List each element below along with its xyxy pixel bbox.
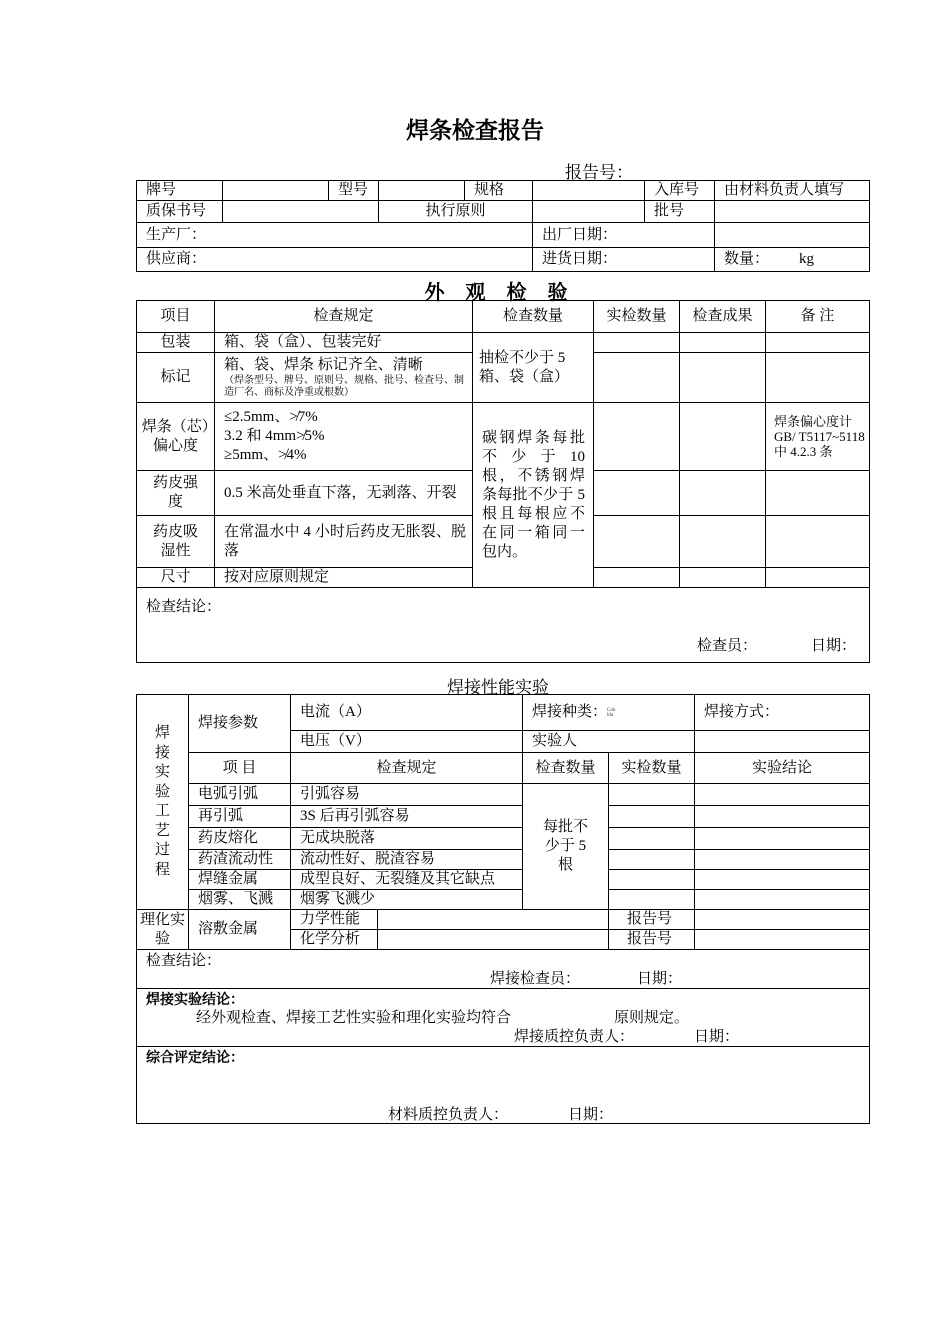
packing-result[interactable] <box>680 333 766 353</box>
weld-type-cell[interactable] <box>523 695 695 731</box>
spec-label: 规格 <box>465 181 533 201</box>
supplier-field[interactable]: 供应商： <box>137 248 533 272</box>
packing-actual[interactable] <box>594 333 680 353</box>
model-value[interactable] <box>379 181 465 201</box>
process-label: 焊接实验工艺过程 <box>154 725 170 878</box>
moisture-item: 药皮吸湿性 <box>137 516 215 568</box>
deposit-label: 溶敷金属 <box>189 910 291 950</box>
brand-label: 牌号 <box>137 181 223 201</box>
eccentricity-rule-3: ≥5mm、≯4% <box>224 447 307 463</box>
marking-actual[interactable] <box>594 353 680 403</box>
weld-row-conclusion[interactable] <box>695 850 870 870</box>
weld-row-conclusion[interactable] <box>695 870 870 890</box>
coating-strength-item: 药皮强度 <box>137 471 215 516</box>
coating-strength-remark[interactable] <box>766 471 870 516</box>
weld-inspector-label: 焊接检查员： <box>490 971 581 987</box>
weld-row-actual[interactable] <box>609 890 695 910</box>
chemical-report-label: 报告号 <box>609 930 695 950</box>
moisture-result[interactable] <box>680 516 766 568</box>
weld-conclusion-label: 检查结论： <box>146 953 222 969</box>
moisture-rule: 在常温水中 4 小时后药皮无胀裂、脱落 <box>215 516 473 568</box>
marking-rule: 箱、袋、焊条 标记齐全、清晰 <box>224 357 423 373</box>
eccentricity-remark: 焊条偏心度计 GB/ T5117~5118 中 4.2.3 条 <box>766 403 870 471</box>
qty-rule-2: 碳钢焊条每批 不 少 于 10 根，不锈钢焊条每批不少于 5 根且每根应不在同一箱同一包内。 <box>473 403 594 588</box>
storage-no-label: 入库号 <box>645 181 715 201</box>
overall-conclusion-cell[interactable] <box>137 1047 870 1124</box>
principle-label: 执行原则 <box>379 201 533 223</box>
mechanical-report-value[interactable] <box>695 910 870 930</box>
current-label: 电流（A） <box>291 695 523 731</box>
eccentricity-result[interactable] <box>680 403 766 471</box>
weld-type-label: 焊接种类： <box>532 704 608 720</box>
marking-result[interactable] <box>680 353 766 403</box>
weld-qty-rule: 每批不少于 5 根 <box>523 784 609 910</box>
packing-rule: 箱、袋（盒）、包装完好 <box>215 333 473 353</box>
welding-table <box>136 694 870 1124</box>
process-label-cell <box>137 695 189 910</box>
weld-row-conclusion[interactable] <box>695 890 870 910</box>
tester-label: 实验人 <box>523 731 695 753</box>
weld-row-actual[interactable] <box>609 850 695 870</box>
col-qty: 检查数量 <box>473 301 594 333</box>
material-qc-responsible-label: 材料质控负责人： <box>388 1107 509 1123</box>
size-rule: 按对应原则规定 <box>215 568 473 588</box>
weld-test-conclusion-text-1: 经外观检查、焊接工艺性实验和理化实验均符合 <box>196 1010 512 1026</box>
cert-no-label: 质保书号 <box>137 201 223 223</box>
weld-row-item: 烟雾、飞溅 <box>189 890 291 910</box>
size-result[interactable] <box>680 568 766 588</box>
weld-row-item: 药渣流动性 <box>189 850 291 870</box>
weld-col-qty: 检查数量 <box>523 753 609 784</box>
material-qc-date-label: 日期： <box>568 1107 614 1123</box>
col-remark: 备 注 <box>766 301 870 333</box>
weld-row-rule: 3S 后再引弧容易 <box>291 806 523 828</box>
weld-test-conclusion-text-2: 原则规定。 <box>614 1010 690 1026</box>
marking-rule-cell <box>215 353 473 403</box>
appearance-conclusion-label: 检查结论： <box>146 599 222 615</box>
weld-row-item: 再引弧 <box>189 806 291 828</box>
weld-conclusion-cell[interactable] <box>137 950 870 989</box>
weld-row-item: 电弧引弧 <box>189 784 291 806</box>
weld-type-tiny-text: Cob bla <box>607 707 616 718</box>
welding-section-title: 焊接性能实验 <box>447 678 549 697</box>
eccentricity-rule-cell <box>215 403 473 471</box>
col-actual-qty: 实检数量 <box>594 301 680 333</box>
weld-row-item: 药皮熔化 <box>189 828 291 850</box>
weld-row-rule: 流动性好、脱渣容易 <box>291 850 523 870</box>
size-item: 尺寸 <box>137 568 215 588</box>
cert-no-value[interactable] <box>223 201 379 223</box>
factory-date-value[interactable] <box>715 223 870 248</box>
weld-test-conclusion-cell[interactable] <box>137 989 870 1047</box>
weld-row-actual[interactable] <box>609 828 695 850</box>
physchem-label: 理化实验 <box>137 910 189 950</box>
report-number-label: 报告号： <box>565 163 633 182</box>
chemical-report-value[interactable] <box>695 930 870 950</box>
quantity-label: 数量： <box>724 251 770 267</box>
moisture-remark[interactable] <box>766 516 870 568</box>
appearance-conclusion-cell[interactable] <box>137 588 870 663</box>
batch-no-value[interactable] <box>715 201 870 223</box>
coating-strength-actual[interactable] <box>594 471 680 516</box>
weld-row-item: 焊缝金属 <box>189 870 291 890</box>
mechanical-report-label: 报告号 <box>609 910 695 930</box>
header-table <box>136 180 870 272</box>
quantity-field[interactable] <box>715 248 870 272</box>
col-rule: 检查规定 <box>215 301 473 333</box>
coating-strength-rule: 0.5 米高处垂直下落，无剥落、开裂 <box>215 471 473 516</box>
marking-note: （焊条型号、牌号、原则号、规格、批号、检查号、制造厂名、商标及净重或根数） <box>224 375 464 398</box>
spec-value[interactable] <box>533 181 645 201</box>
coating-strength-result[interactable] <box>680 471 766 516</box>
chemical-value[interactable] <box>378 930 609 950</box>
weld-qc-date-label: 日期： <box>694 1029 740 1045</box>
moisture-actual[interactable] <box>594 516 680 568</box>
weld-qc-responsible-label: 焊接质控负责人： <box>514 1029 635 1045</box>
marking-item: 标记 <box>137 353 215 403</box>
eccentricity-rule-1: ≤2.5mm、≯7% <box>224 409 318 425</box>
appearance-date-label: 日期： <box>811 638 857 654</box>
weld-col-actual-qty: 实检数量 <box>609 753 695 784</box>
factory-date-field[interactable]: 出厂日期： <box>533 223 715 248</box>
mechanical-value[interactable] <box>378 910 609 930</box>
weld-row-actual[interactable] <box>609 806 695 828</box>
appearance-section-title: 外 观 检 验 <box>424 282 576 304</box>
appearance-table <box>136 300 870 663</box>
weld-method-label[interactable]: 焊接方式： <box>695 695 870 731</box>
qty-rule-1: 抽检不少于 5 箱、袋（盒） <box>473 333 594 403</box>
brand-value[interactable] <box>223 181 329 201</box>
weld-row-conclusion[interactable] <box>695 784 870 806</box>
principle-value[interactable] <box>533 201 645 223</box>
eccentricity-actual[interactable] <box>594 403 680 471</box>
chemical-label: 化学分析 <box>291 930 378 950</box>
weld-row-conclusion[interactable] <box>695 828 870 850</box>
storage-fill-note: 由材料负责人填写 <box>715 181 870 201</box>
voltage-label: 电压（V） <box>291 731 523 753</box>
weld-col-item: 项 目 <box>189 753 291 784</box>
weld-row-actual[interactable] <box>609 784 695 806</box>
eccentricity-item: 焊条（芯）偏心度 <box>137 403 215 471</box>
col-item: 项目 <box>137 301 215 333</box>
weld-row-rule: 烟雾飞溅少 <box>291 890 523 910</box>
batch-no-label: 批号 <box>645 201 715 223</box>
weld-col-rule: 检查规定 <box>291 753 523 784</box>
eccentricity-rule-2: 3.2 和 4mm≯5% <box>224 428 325 444</box>
packing-remark[interactable] <box>766 333 870 353</box>
weld-date-label: 日期： <box>637 971 683 987</box>
weld-row-actual[interactable] <box>609 870 695 890</box>
marking-remark[interactable] <box>766 353 870 403</box>
weld-row-rule: 成型良好、无裂缝及其它缺点 <box>291 870 523 890</box>
weld-row-rule: 引弧容易 <box>291 784 523 806</box>
params-label: 焊接参数 <box>189 695 291 753</box>
packing-item: 包装 <box>137 333 215 353</box>
appearance-inspector-label: 检查员： <box>697 638 758 654</box>
overall-conclusion-title: 综合评定结论： <box>146 1050 244 1066</box>
weld-row-conclusion[interactable] <box>695 806 870 828</box>
document-title: 焊条检查报告 <box>406 118 544 144</box>
weld-col-conclusion: 实验结论 <box>695 753 870 784</box>
size-remark[interactable] <box>766 568 870 588</box>
size-actual[interactable] <box>594 568 680 588</box>
model-label: 型号 <box>329 181 379 201</box>
mechanical-label: 力学性能 <box>291 910 378 930</box>
manufacturer-field[interactable]: 生产厂： <box>137 223 533 248</box>
weld-row-rule: 无成块脱落 <box>291 828 523 850</box>
tester-value[interactable] <box>695 731 870 753</box>
purchase-date-field[interactable]: 进货日期： <box>533 248 715 272</box>
weld-test-conclusion-title: 焊接实验结论： <box>146 992 244 1008</box>
col-result: 检查成果 <box>680 301 766 333</box>
quantity-unit: kg <box>799 251 815 267</box>
